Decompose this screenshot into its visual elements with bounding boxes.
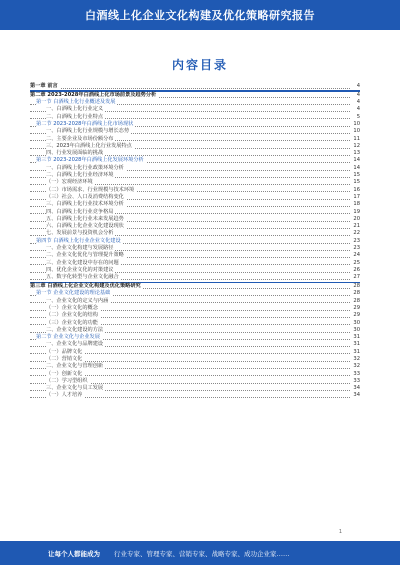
toc-entry-page: 27 bbox=[350, 274, 360, 281]
toc-entry-text: 一、白酒线上化行业政策环境分析 bbox=[46, 164, 124, 171]
dot-leader bbox=[30, 88, 350, 89]
toc-entry-page: 10 bbox=[350, 128, 360, 135]
toc-entry-text: 七、发展前景与投资机会分析 bbox=[46, 230, 114, 237]
toc-entry[interactable] bbox=[30, 92, 360, 99]
toc-entry-page: 15 bbox=[350, 179, 360, 186]
toc-entry-page: 19 bbox=[350, 209, 360, 216]
toc-entry[interactable] bbox=[30, 238, 360, 245]
toc-entry-text: （二）企业文化的结构 bbox=[46, 312, 98, 319]
toc-entry-page: 29 bbox=[350, 312, 360, 319]
toc-entry-text: （一）品牌文化 bbox=[46, 348, 83, 355]
toc-entry[interactable] bbox=[30, 230, 360, 237]
toc-entry-page: 31 bbox=[350, 341, 360, 348]
toc-entry[interactable] bbox=[30, 187, 360, 194]
footer-slogan: 让每个人都能成为 bbox=[48, 549, 100, 558]
page-number: 1 bbox=[338, 529, 342, 535]
toc-entry[interactable] bbox=[30, 201, 360, 208]
toc-entry[interactable] bbox=[30, 392, 360, 399]
toc-entry-text: （三）社会、人口及消费结构变化 bbox=[46, 193, 124, 200]
toc-entry[interactable] bbox=[30, 252, 360, 259]
toc-entry-text: （二）营销文化 bbox=[46, 355, 83, 362]
toc-entry-page: 12 bbox=[350, 143, 360, 150]
toc-entry-text: 三、白酒线上化行业技术环境分析 bbox=[46, 201, 124, 208]
toc-entry-text: 三、企业文化建设中存在的问题 bbox=[46, 259, 119, 266]
toc-entry-page: 4 bbox=[350, 83, 360, 90]
toc-entry-text: 第二章 2023-2028年白酒线上化市场前景及趋势分析 bbox=[30, 91, 157, 98]
toc-entry-page: 28 bbox=[350, 283, 360, 290]
toc-entry-page: 4 bbox=[350, 106, 360, 113]
toc-entry[interactable] bbox=[30, 298, 360, 305]
toc-entry-text: 三、2023年白酒线上化行业发展特点 bbox=[46, 142, 132, 149]
toc-entry-text: （二）市场需求、行业规模与技术环境 bbox=[46, 186, 135, 193]
toc-entry-text: （三）企业文化的功能 bbox=[46, 319, 98, 326]
toc-entry[interactable] bbox=[30, 179, 360, 186]
toc-entry-text: 四、优化企业文化的对策建议 bbox=[46, 266, 114, 273]
toc-entry[interactable] bbox=[30, 106, 360, 113]
toc-entry-text: 一、企业文化构建与发展路径 bbox=[46, 245, 114, 252]
toc-entry-text: 二、白酒线上化行业经济环境 bbox=[46, 172, 114, 179]
toc-entry[interactable] bbox=[30, 83, 360, 90]
toc-entry-page: 11 bbox=[350, 136, 360, 143]
toc-entry[interactable] bbox=[30, 209, 360, 216]
toc-entry[interactable] bbox=[30, 165, 360, 172]
toc-entry-page: 20 bbox=[350, 216, 360, 223]
toc-entry[interactable] bbox=[30, 290, 360, 297]
toc-entry-text: 第一节 企业文化建设的理论基础 bbox=[36, 290, 111, 297]
toc-entry-text: 第三章 白酒线上化企业文化构建及优化策略研究 bbox=[30, 283, 141, 290]
toc-entry-text: 六、白酒线上化企业文化建设现状 bbox=[46, 223, 124, 230]
toc-entry-text: 二、企业文化优化与管理提升策略 bbox=[46, 252, 124, 259]
toc-entry[interactable] bbox=[30, 341, 360, 348]
toc-entry-page: 30 bbox=[350, 327, 360, 334]
toc-entry-text: （一）创新文化 bbox=[46, 370, 83, 377]
toc-entry-page: 10 bbox=[350, 121, 360, 128]
toc-entry-page: 26 bbox=[350, 267, 360, 274]
toc-entry[interactable] bbox=[30, 312, 360, 319]
toc-entry-page: 31 bbox=[350, 334, 360, 341]
toc-entry[interactable] bbox=[30, 128, 360, 135]
toc-entry-page: 31 bbox=[350, 349, 360, 356]
toc-entry-text: 二、企业文化建设的方法 bbox=[46, 326, 104, 333]
toc-entry-page: 29 bbox=[350, 305, 360, 312]
toc-entry-page: 23 bbox=[350, 238, 360, 245]
toc-entry-page: 4 bbox=[350, 99, 360, 106]
toc-entry-text: 五、白酒线上化行业未来发展趋势 bbox=[46, 215, 124, 222]
toc-entry-page: 22 bbox=[350, 230, 360, 237]
toc-entry-text: 第一章 前言 bbox=[30, 83, 58, 89]
toc-entry-text: 第四节 白酒线上化行业企业文化建设 bbox=[36, 237, 121, 244]
toc-entry[interactable] bbox=[30, 274, 360, 281]
toc-entry-page: 28 bbox=[350, 298, 360, 305]
toc-entry-page: 33 bbox=[350, 371, 360, 378]
toc-entry-text: 一、白酒线上化行业定义 bbox=[46, 106, 104, 113]
toc-entry-page: 14 bbox=[350, 157, 360, 164]
toc-entry-text: 第二节 企业文化与企业发展 bbox=[36, 334, 100, 341]
toc-entry[interactable] bbox=[30, 320, 360, 327]
toc-entry-page: 33 bbox=[350, 378, 360, 385]
toc-entry-text: （二）学习型组织 bbox=[46, 377, 88, 384]
toc-entry-text: 一、企业文化与品牌建设 bbox=[46, 341, 104, 348]
toc-entry-text: （一）企业文化的概念 bbox=[46, 304, 98, 311]
toc-entry[interactable] bbox=[30, 349, 360, 356]
toc-entry[interactable] bbox=[30, 327, 360, 334]
toc-entry-page: 15 bbox=[350, 172, 360, 179]
toc-entry-page: 16 bbox=[350, 187, 360, 194]
toc-entry-text: 二、主要企业及市场份额分布 bbox=[46, 135, 114, 142]
toc-entry-page: 25 bbox=[350, 260, 360, 267]
toc-entry-text: 第三节 2023-2028年白酒线上化发展环境分析 bbox=[36, 157, 144, 164]
toc-entry-page: 30 bbox=[350, 320, 360, 327]
toc-entry[interactable] bbox=[30, 157, 360, 164]
toc-entry[interactable] bbox=[30, 371, 360, 378]
toc-entry-text: 五、数字化转型与企业文化融合 bbox=[46, 274, 119, 281]
toc-entry-text: 二、白酒线上化行业特点 bbox=[46, 113, 104, 120]
report-footer bbox=[0, 541, 400, 565]
toc-entry-page: 32 bbox=[350, 363, 360, 370]
footer-tagline: 行业专家、管理专家、营销专家、战略专家、成功企业家…… bbox=[114, 549, 290, 558]
toc-entry-text: 第二节 2023-2028年白酒线上化市场现状 bbox=[36, 120, 134, 127]
table-of-contents bbox=[30, 83, 360, 400]
toc-entry-text: 二、企业文化与管理创新 bbox=[46, 363, 104, 370]
toc-entry[interactable] bbox=[30, 363, 360, 370]
toc-entry-text: 四、行业发展面临的挑战 bbox=[46, 150, 104, 157]
toc-entry[interactable] bbox=[30, 136, 360, 143]
toc-entry-page: 32 bbox=[350, 356, 360, 363]
toc-entry-text: 三、企业文化与员工发展 bbox=[46, 385, 104, 392]
toc-entry-page: 5 bbox=[350, 114, 360, 121]
toc-entry-text: （一）宏观经济环境 bbox=[46, 179, 93, 186]
toc-entry-page: 18 bbox=[350, 201, 360, 208]
toc-entry-text: 四、白酒线上化行业竞争格局 bbox=[46, 208, 114, 215]
toc-entry-page: 17 bbox=[350, 194, 360, 201]
report-title: 白酒线上化企业文化构建及优化策略研究报告 bbox=[85, 9, 315, 22]
toc-entry-text: 第一节 白酒线上化行业概述及发展 bbox=[36, 99, 116, 106]
toc-entry-page: 23 bbox=[350, 245, 360, 252]
toc-entry[interactable] bbox=[30, 260, 360, 267]
toc-entry-page: 4 bbox=[350, 92, 360, 99]
toc-heading: 内容目录 bbox=[171, 58, 228, 72]
report-header bbox=[0, 0, 400, 30]
toc-entry-page: 28 bbox=[350, 290, 360, 297]
toc-entry[interactable] bbox=[30, 114, 360, 121]
toc-entry-text: 一、白酒线上化行业规模与增长态势 bbox=[46, 128, 130, 135]
toc-entry-text: 一、企业文化的定义与内涵 bbox=[46, 297, 109, 304]
toc-entry-page: 24 bbox=[350, 252, 360, 259]
toc-entry-page: 34 bbox=[350, 385, 360, 392]
toc-entry-page: 34 bbox=[350, 392, 360, 399]
toc-entry-text: （一）人才培养 bbox=[46, 392, 83, 399]
toc-entry-page: 13 bbox=[350, 150, 360, 157]
toc-entry-page: 21 bbox=[350, 223, 360, 230]
toc-entry-page: 14 bbox=[350, 165, 360, 172]
